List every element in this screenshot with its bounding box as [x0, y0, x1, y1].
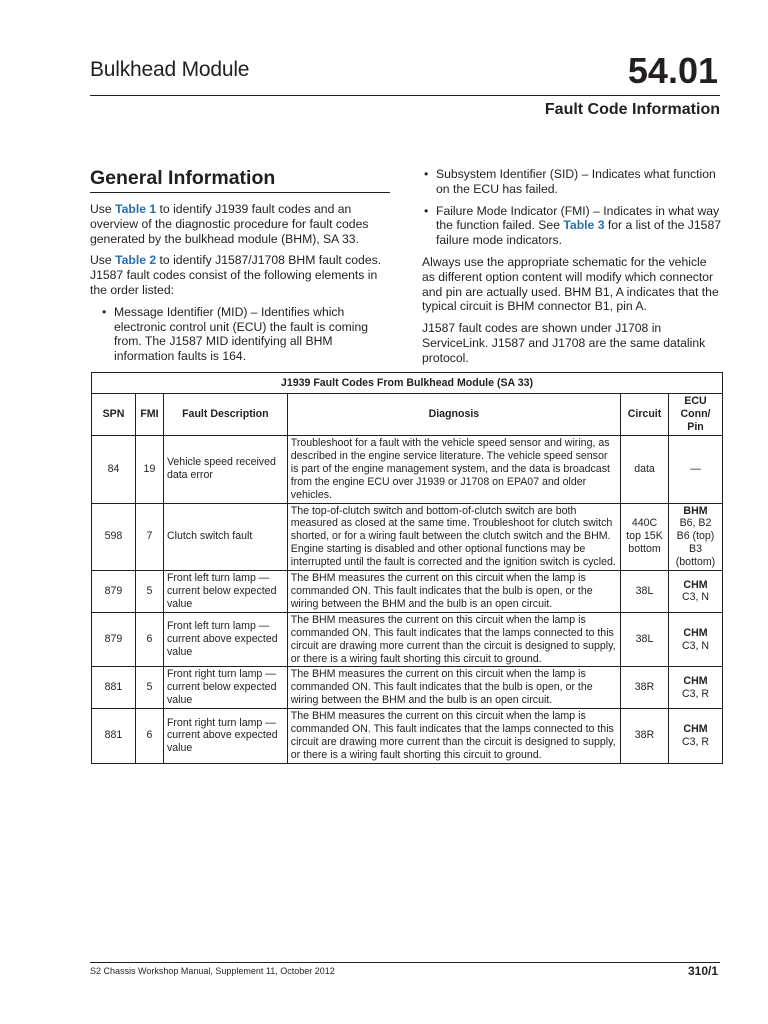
paragraph-table-1: Use Table 1 to identify J1939 fault codes and an overview of the diagnostic procedure for fault codes generated by the bulkhead module (BHM), SA 33.: [90, 202, 369, 246]
section-title: Bulkhead Module: [90, 58, 250, 81]
ecu-pin: C3, R: [681, 687, 710, 700]
cell-description: Front right turn lamp — current below expected value: [163, 667, 287, 709]
table-3-link[interactable]: Table 3: [563, 218, 605, 233]
paragraph-schematic: Always use the appropriate schematic for the vehicle as different option content will modify which connector and pin are actually used. BHM B1, A indicates that the typical circuit is BHM connector B1, pin A.: [422, 254, 719, 314]
table-caption: J1939 Fault Codes From Bulkhead Module (SA 33): [92, 373, 723, 394]
ecu-pin: C3, N: [681, 639, 710, 652]
header-diagnosis: Diagnosis: [287, 394, 620, 436]
table-row: [92, 503, 723, 571]
cell-ecu: [668, 436, 722, 504]
left-column: [90, 202, 395, 371]
footer-divider: [90, 962, 720, 963]
cell-diagnosis: Troubleshoot for a fault with the vehicle speed sensor and wiring, as described in the engine service literature. The vehicle speed sensor is part of the engine management system, and the data is broadcast from the engine ECU over J1939 or J1708 on EPA07 and older vehicles.: [287, 436, 620, 504]
cell-spn: 881: [92, 709, 136, 764]
cell-circuit: data: [621, 436, 669, 504]
section-number: 54.01: [627, 50, 718, 91]
cell-circuit: 440C top 15K bottom: [621, 503, 669, 571]
cell-ecu: [668, 709, 722, 764]
paragraph-table-2: Use Table 2 to identify J1587/J1708 BHM fault codes. J1587 fault codes consist of the following elements in the order listed:: [90, 253, 382, 297]
cell-ecu: [668, 612, 722, 667]
table-2-link[interactable]: Table 2: [115, 253, 157, 268]
cell-circuit: 38R: [621, 667, 669, 709]
cell-spn: 879: [92, 612, 136, 667]
cell-ecu: [668, 667, 722, 709]
cell-diagnosis: The BHM measures the current on this circuit when the lamp is commanded ON. This fault indicates that the lamps connected to this circuit are drawing more current than the circuit is designed to supply, or there is a wiring fault shorting this circuit to ground.: [287, 709, 620, 764]
ecu-module: CHM: [683, 578, 708, 591]
ecu-module: CHM: [683, 626, 708, 639]
bullet-fmi: • Failure Mode Indicator (FMI) – Indicates in what way the function failed. See Table 3 for a list of the J1587 failure mode indicators.: [422, 204, 722, 248]
ecu-pin: C3, R: [681, 735, 710, 748]
cell-circuit: 38L: [621, 571, 669, 613]
cell-spn: 598: [92, 503, 136, 571]
cell-description: Front left turn lamp — current above expected value: [163, 612, 287, 667]
table-1-link[interactable]: Table 1: [115, 202, 157, 216]
header-fmi: FMI: [135, 394, 163, 436]
header-divider: [90, 95, 720, 96]
page-subtitle: Fault Code Information: [544, 101, 720, 118]
ecu-module: CHM: [683, 723, 708, 736]
right-column: [422, 167, 722, 373]
header-circuit: Circuit: [621, 394, 669, 436]
table-row: [92, 571, 723, 613]
cell-ecu: [668, 571, 722, 613]
bullet-mid: • Message Identifier (MID) – Identifies which electronic control unit (ECU) the fault is coming from. The J1587 MID identifying all BHM information faults is 164.: [100, 305, 395, 364]
cell-diagnosis: The BHM measures the current on this circuit when the lamp is commanded ON. This fault indicates that the bulb is open, or the wiring between the BHM and the bulb is an open circuit.: [287, 667, 620, 709]
header-ecu: ECU Conn/ Pin: [668, 394, 722, 436]
cell-spn: 881: [92, 667, 136, 709]
cell-diagnosis: The BHM measures the current on this circuit when the lamp is commanded ON. This fault indicates that the bulb is open, or the wiring between the BHM and the bulb is an open circuit.: [287, 571, 620, 613]
table-row: [92, 436, 723, 504]
cell-circuit: 38L: [621, 612, 669, 667]
paragraph-servicelink: J1587 fault codes are shown under J1708 in ServiceLink. J1587 and J1708 are the same datalink protocol.: [422, 321, 706, 365]
cell-fmi: 5: [135, 667, 163, 709]
bullet-sid: • Subsystem Identifier (SID) – Indicates what function on the ECU has failed.: [422, 167, 722, 197]
header-fault-description: Fault Description: [163, 394, 287, 436]
cell-fmi: 5: [135, 571, 163, 613]
ecu-pin: —: [690, 462, 701, 475]
cell-description: Clutch switch fault: [163, 503, 287, 571]
ecu-pin: C3, N: [681, 591, 710, 604]
fault-code-table: [91, 372, 723, 764]
cell-diagnosis: The top-of-clutch switch and bottom-of-clutch switch are both measured as closed at the same time. Troubleshoot for clutch switch shorted, or for a wiring fault between the clutch switch and the BHM. Engine starting is disabled and other optional functions may be interrupted until the fault is corrected and the ignition switch is cycled.: [287, 503, 620, 571]
cell-fmi: 6: [135, 612, 163, 667]
cell-fmi: 19: [135, 436, 163, 504]
table-row: [92, 667, 723, 709]
cell-description: Front left turn lamp — current below expected value: [163, 571, 287, 613]
table-row: [92, 709, 723, 764]
cell-spn: 879: [92, 571, 136, 613]
cell-spn: 84: [92, 436, 136, 504]
heading-divider: [90, 192, 390, 193]
footer-manual-title: S2 Chassis Workshop Manual, Supplement 11, October 2012: [90, 966, 335, 976]
general-information-heading: General Information: [90, 167, 276, 189]
cell-description: Vehicle speed received data error: [163, 436, 287, 504]
cell-ecu: [668, 503, 722, 571]
ecu-module: BHM: [683, 504, 708, 517]
ecu-module: CHM: [683, 674, 708, 687]
cell-diagnosis: The BHM measures the current on this circuit when the lamp is commanded ON. This fault indicates that the lamps connected to this circuit are drawing more current than the circuit is designed to supply, or there is a wiring fault shorting this circuit to ground.: [287, 612, 620, 667]
ecu-pin: B6, B2 B6 (top) B3 (bottom): [675, 517, 716, 569]
page-number: 310/1: [687, 964, 718, 978]
cell-description: Front right turn lamp — current above expected value: [163, 709, 287, 764]
header-spn: SPN: [92, 394, 136, 436]
cell-fmi: 7: [135, 503, 163, 571]
cell-fmi: 6: [135, 709, 163, 764]
table-row: [92, 612, 723, 667]
cell-circuit: 38R: [621, 709, 669, 764]
